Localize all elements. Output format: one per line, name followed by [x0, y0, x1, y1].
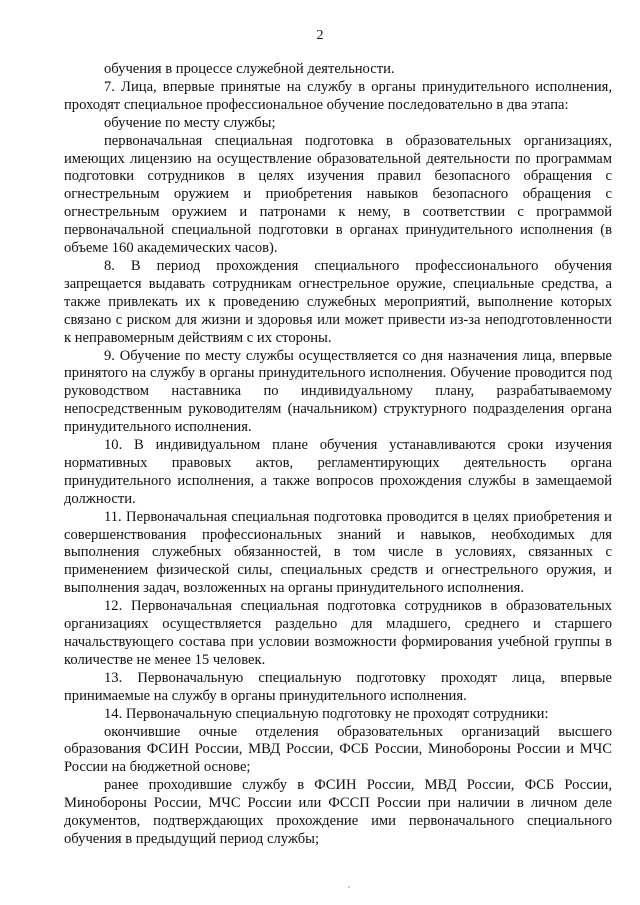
- paragraph-item-14: 14. Первоначальную специальную подготовку не проходят сотрудники:: [104, 705, 549, 722]
- paragraph-item-7: 7. Лица, впервые принятые на службу в органы принудительного исполнения, проходят специальное профессиональное обучение последовательно в два этапа:: [64, 78, 612, 113]
- paragraph-stage-1: обучение по месту службы;: [104, 114, 276, 131]
- paragraph-item-13: 13. Первоначальную специальную подготовку проходят лица, впервые принимаемые на службу в органы принудительного исполнения.: [64, 669, 612, 704]
- paragraph-exception-1: окончившие очные отделения образовательных организаций высшего образования ФСИН России, МВД России, ФСБ России, Минобороны России и МЧС России на бюджетной основе;: [64, 723, 612, 776]
- paragraph-item-8: 8. В период прохождения специального профессионального обучения запрещается выдавать сотрудникам огнестрельное оружие, специальные средства, а также привлекать их к проведению служебных мероприятий, выполнение которых связано с риском для жизни и здоровья или может привести из-за неподготовленности к неправомерным действиям с их стороны.: [64, 257, 612, 346]
- scan-speck: [348, 886, 350, 888]
- document-body: [64, 61, 612, 849]
- paragraph-exception-2: ранее проходившие службу в ФСИН России, МВД России, ФСБ России, Минобороны России, МЧС России или ФССП России при наличии в личном деле документов, подтверждающих прохождение ими первоначального специального обучения в предыдущий период службы;: [64, 777, 612, 847]
- paragraph-item-10: 10. В индивидуальном плане обучения устанавливаются сроки изучения нормативных правовых актов, регламентирующих деятельность органа принудительного исполнения, а также вопросов прохождения службы в замещаемой должности.: [64, 437, 612, 507]
- paragraph-stage-2: первоначальная специальная подготовка в образовательных организациях, имеющих лицензию на осуществление образовательной деятельности по программам подготовки сотрудников в целях изучения правил безопасного обращения с огнестрельным оружием и приобретения навыков безопасного обращения с огнестрельным оружием и патронами к нему, в соответствии с программой первоначальной специальной подготовки в органах принудительного исполнения (в объеме 160 академических часов).: [64, 132, 612, 257]
- page-number: 2: [316, 28, 324, 43]
- paragraph-continuation: обучения в процессе служебной деятельности.: [104, 61, 395, 77]
- paragraph-item-12: 12. Первоначальная специальная подготовка сотрудников в образовательных организациях осуществляется раздельно для младшего, среднего и старшего начальствующего состава при условии возможности формирования учебной группы в количестве не менее 15 человек.: [64, 598, 612, 668]
- paragraph-item-11: 11. Первоначальная специальная подготовка проводится в целях приобретения и совершенствования профессиональных знаний и навыков, необходимых для выполнения служебных обязанностей, в том числе в условиях, связанных с применением физической силы, специальных средств и огнестрельного оружия, и выполнения задач, возложенных на органы принудительного исполнения.: [64, 508, 612, 597]
- paragraph-item-9: 9. Обучение по месту службы осуществляется со дня назначения лица, впервые принятого на службу в органы принудительного исполнения. Обучение проводится под руководством наставника по индивидуальному плану, разрабатываемому непосредственным руководителям (начальником) структурного подразделения органа принудительного исполнения.: [64, 347, 612, 436]
